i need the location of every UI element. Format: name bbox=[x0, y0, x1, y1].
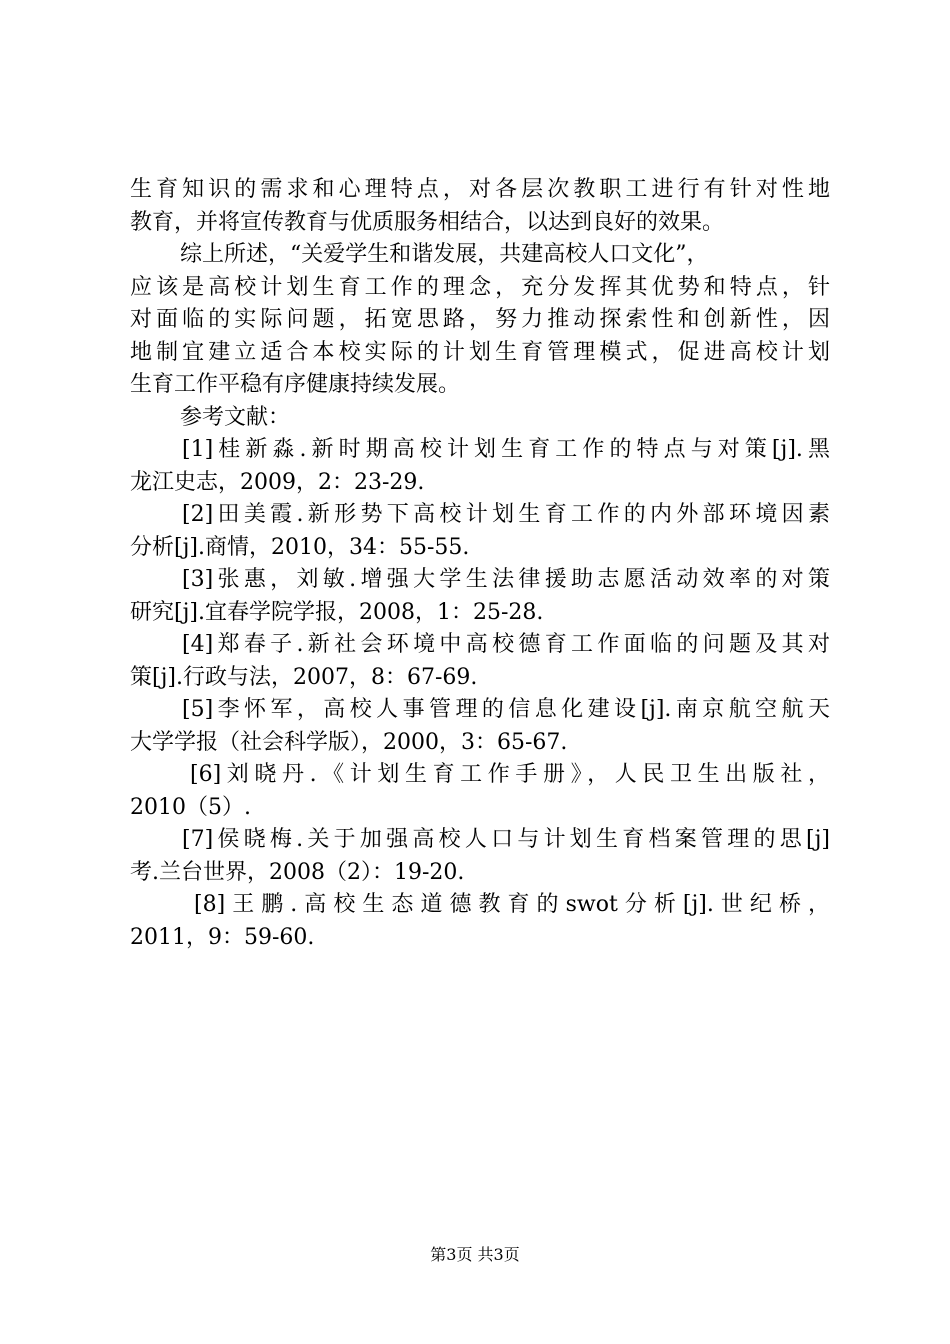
body-text bbox=[130, 174, 830, 954]
paragraph-line: 地制宜建立适合本校实际的计划生育管理模式，促进高校计划 bbox=[130, 339, 830, 365]
paragraph-line: 生育工作平稳有序健康持续发展。 bbox=[130, 372, 461, 397]
reference-line: 2011，9：59-60. bbox=[130, 924, 315, 950]
paragraph-line: 教育，并将宣传教育与优质服务相结合，以达到良好的效果。 bbox=[130, 209, 725, 235]
reference-line: [4]郑春子.新社会环境中高校德育工作面临的问题及其对 bbox=[182, 632, 830, 657]
reference-line: 2010（5）. bbox=[130, 794, 251, 820]
page-footer: 第3页 共3页 bbox=[430, 1245, 520, 1264]
reference-line: 策[j].行政与法，2007，8：67-69. bbox=[130, 664, 478, 690]
reference-line: [6]刘晓丹.《计划生育工作手册》，人民卫生出版社， bbox=[190, 762, 830, 787]
reference-line: [8]王鹏.高校生态道德教育的swot分析[j].世纪桥， bbox=[194, 892, 830, 917]
reference-line: 考.兰台世界，2008（2）：19-20. bbox=[130, 859, 465, 885]
reference-line: [7]侯晓梅.关于加强高校人口与计划生育档案管理的思[j] bbox=[182, 827, 830, 852]
reference-line: 研究[j].宜春学院学报，2008，1：25-28. bbox=[130, 599, 544, 625]
reference-line: 分析[j].商情，2010，34：55-55. bbox=[130, 534, 470, 560]
reference-line: [2]田美霞.新形势下高校计划生育工作的内外部环境因素 bbox=[182, 502, 830, 527]
reference-line: 龙江史志，2009，2：23-29. bbox=[130, 469, 425, 495]
reference-line: [5]李怀军，高校人事管理的信息化建设[j].南京航空航天 bbox=[182, 697, 830, 722]
paragraph-line: 生育知识的需求和心理特点，对各层次教职工进行有针对性地 bbox=[130, 177, 830, 202]
references-heading: 参考文献： bbox=[180, 404, 291, 430]
paragraph-line: 对面临的实际问题，拓宽思路，努力推动探索性和创新性，因 bbox=[130, 307, 830, 332]
paragraph-line: 应该是高校计划生育工作的理念，充分发挥其优势和特点，针 bbox=[130, 274, 830, 300]
paragraph-line: 综上所述，“关爱学生和谐发展，共建高校人口文化”， bbox=[180, 242, 709, 267]
reference-line: [3]张惠，刘敏.增强大学生法律援助志愿活动效率的对策 bbox=[182, 567, 830, 592]
reference-line: [1]桂新淼.新时期高校计划生育工作的特点与对策[j].黑 bbox=[182, 437, 830, 462]
reference-line: 大学学报（社会科学版），2000，3：65-67. bbox=[130, 729, 568, 755]
